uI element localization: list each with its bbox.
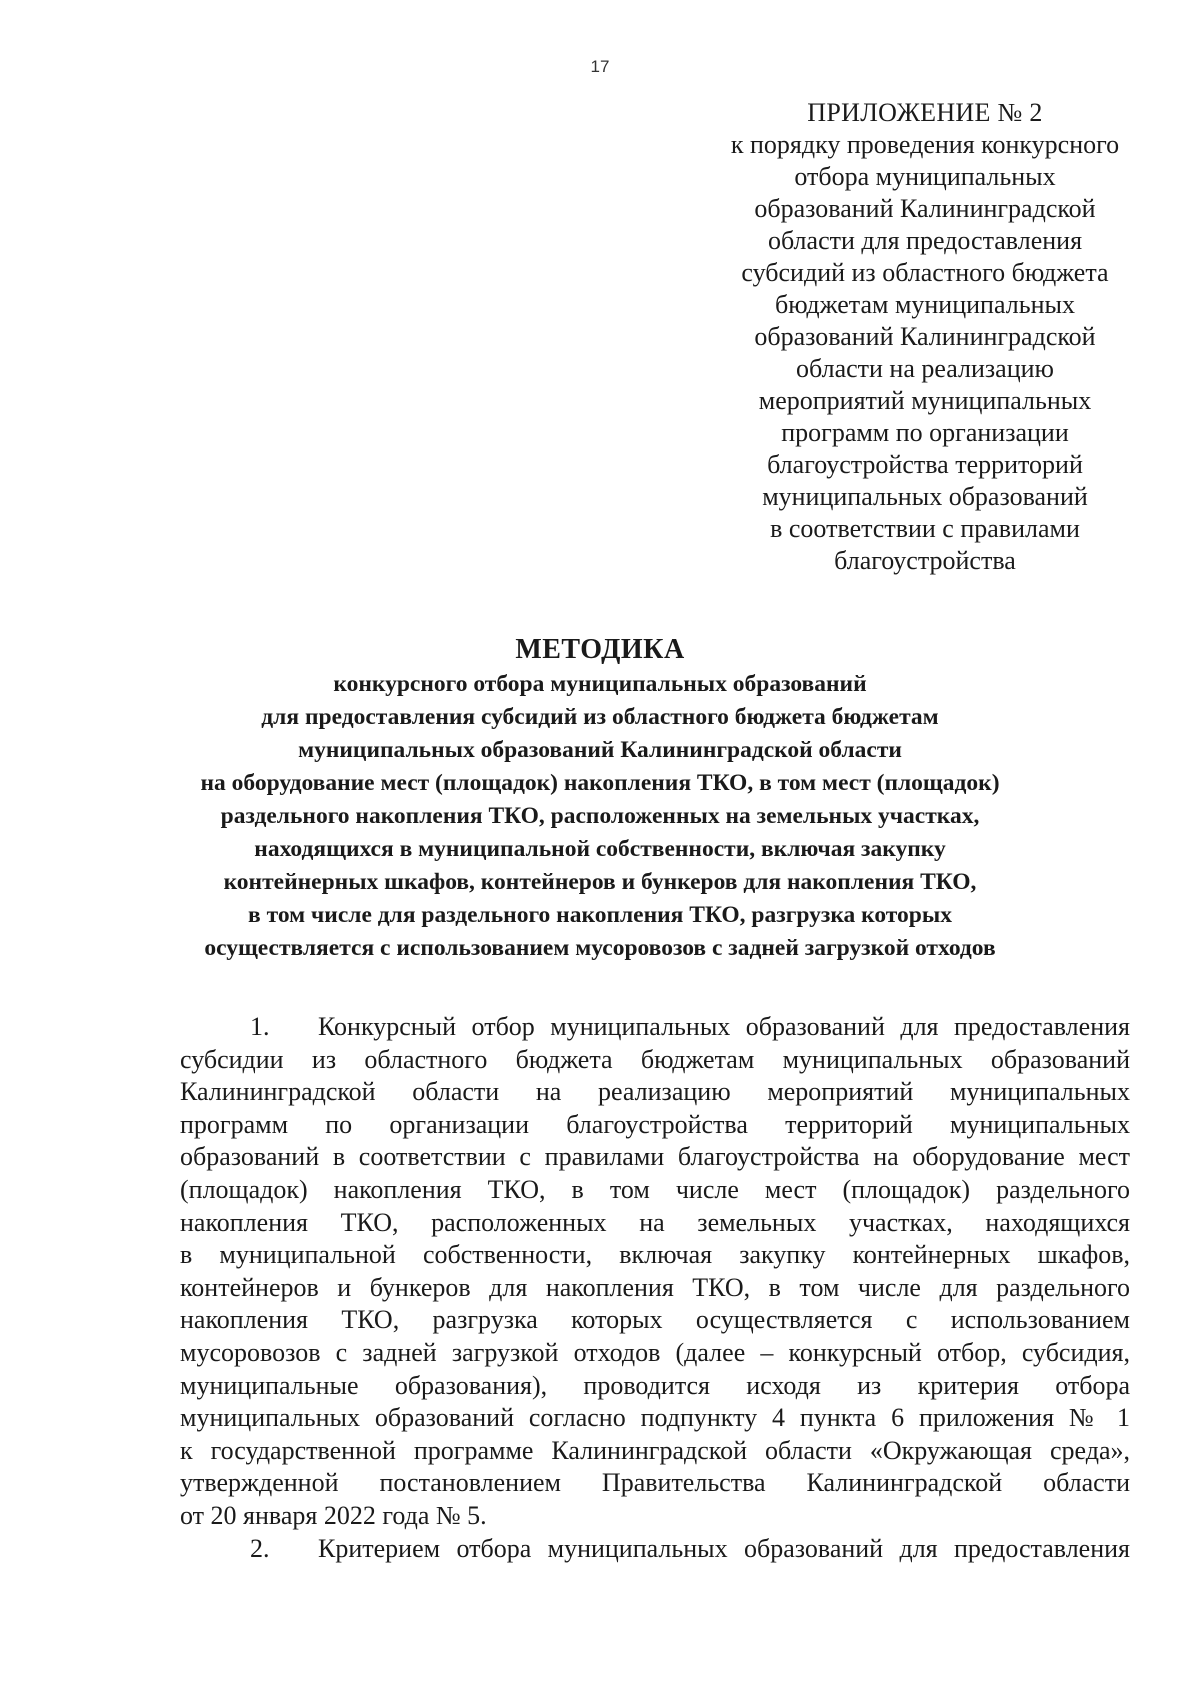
- paragraph-line: субсидии из областного бюджета бюджетам муниципальных образований: [180, 1044, 1130, 1074]
- title-line: конкурсного отбора муниципальных образований: [333, 671, 867, 697]
- document-title-block: [150, 632, 1050, 965]
- appendix-heading: ПРИЛОЖЕНИЕ № 2: [807, 98, 1043, 127]
- title-line: на оборудование мест (площадок) накопления ТКО, в том мест (площадок): [200, 770, 1000, 796]
- paragraph-line: в муниципальной собственности, включая закупку контейнерных шкафов,: [180, 1240, 1130, 1270]
- paragraph-2-start: [180, 1533, 1130, 1566]
- paragraph-1-start: [180, 1011, 1130, 1044]
- appendix-line: муниципальных образований: [762, 482, 1088, 511]
- body-text: [180, 1011, 1130, 1565]
- paragraph-line: от 20 января 2022 года № 5.: [180, 1500, 487, 1530]
- paragraph-line: к государственной программе Калининградской области «Окружающая среда»,: [180, 1435, 1130, 1465]
- appendix-line: области для предоставления: [767, 226, 1083, 255]
- title-line: муниципальных образований Калининградской области: [298, 737, 902, 763]
- paragraph-line: Калининградской области на реализацию мероприятий муниципальных: [180, 1077, 1130, 1107]
- paragraph-line: утвержденной постановлением Правительства Калининградской области: [180, 1468, 1130, 1498]
- paragraph-line: накопления ТКО, расположенных на земельных участках, находящихся: [180, 1207, 1130, 1237]
- appendix-line: субсидий из областного бюджета: [741, 258, 1109, 287]
- paragraph-number: 2.: [250, 1533, 270, 1563]
- title-line: для предоставления субсидий из областного бюджета бюджетам: [261, 704, 939, 730]
- appendix-block: [690, 97, 1160, 577]
- appendix-line: бюджетам муниципальных: [775, 290, 1075, 319]
- paragraph-line: муниципальные образования), проводится исходя из критерия отбора: [180, 1370, 1130, 1400]
- appendix-line: благоустройства территорий: [767, 450, 1083, 479]
- appendix-line: отбора муниципальных: [794, 162, 1056, 191]
- paragraph-line: (площадок) накопления ТКО, в том числе мест (площадок) раздельного: [180, 1174, 1130, 1204]
- appendix-line: мероприятий муниципальных: [758, 386, 1092, 415]
- page-number: 17: [590, 57, 610, 76]
- document-title: МЕТОДИКА: [515, 634, 685, 665]
- paragraph-line: образований в соответствии с правилами благоустройства на оборудование мест: [180, 1142, 1130, 1172]
- paragraph-line: программ по организации благоустройства территорий муниципальных: [180, 1109, 1130, 1139]
- title-line: раздельного накопления ТКО, расположенных на земельных участках,: [220, 803, 980, 829]
- paragraph-number: 1.: [250, 1012, 270, 1041]
- title-line: осуществляется с использованием мусоровозов с задней загрузкой отходов: [204, 935, 996, 961]
- title-line: контейнерных шкафов, контейнеров и бункеров для накопления ТКО,: [223, 869, 977, 895]
- paragraph-line: Критерием отбора муниципальных образований для предоставления: [318, 1533, 1130, 1563]
- appendix-line: благоустройства: [834, 546, 1016, 575]
- title-line: в том числе для раздельного накопления ТКО, разгрузка которых: [248, 902, 952, 928]
- paragraph-line: мусоровозов с задней загрузкой отходов (далее – конкурсный отбор, субсидия,: [180, 1337, 1130, 1367]
- paragraph-line: контейнеров и бункеров для накопления ТКО, в том числе для раздельного: [180, 1272, 1130, 1302]
- appendix-line: области на реализацию: [796, 354, 1054, 383]
- appendix-line: в соответствии с правилами: [770, 514, 1080, 543]
- appendix-line: образований Калининградской: [754, 194, 1096, 223]
- paragraph-line: муниципальных образований согласно подпункту 4 пункта 6 приложения № 1: [180, 1403, 1130, 1433]
- appendix-line: программ по организации: [781, 418, 1069, 447]
- appendix-line: к порядку проведения конкурсного: [730, 130, 1120, 159]
- paragraph-line: Конкурсный отбор муниципальных образований для предоставления: [318, 1012, 1130, 1041]
- title-line: находящихся в муниципальной собственности, включая закупку: [254, 836, 946, 862]
- appendix-line: образований Калининградской: [754, 322, 1096, 351]
- paragraph-line: накопления ТКО, разгрузка которых осуществляется с использованием: [180, 1305, 1130, 1335]
